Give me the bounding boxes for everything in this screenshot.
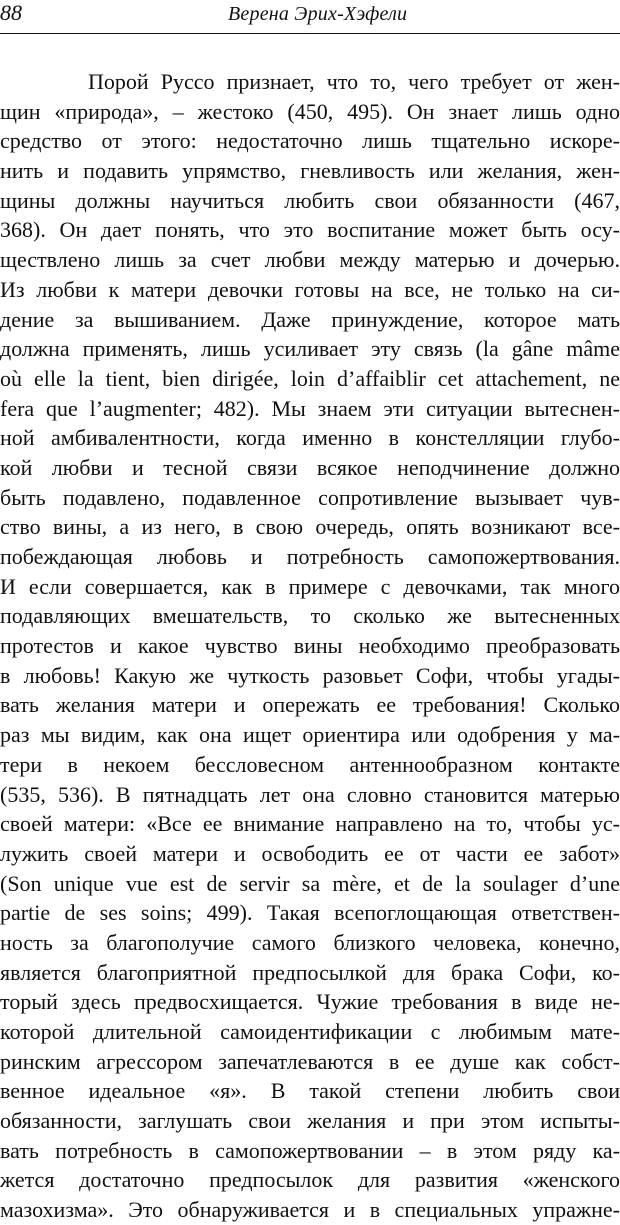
text-line: щин «природа», – жестоко (450, 495). Он знает лишь одно (0, 98, 620, 124)
text-line: побеждающая любовь и потребность самопожертвования. (0, 544, 620, 569)
text-line: ность за благополучие самого близкого человека, конечно, (0, 929, 620, 955)
text-line: ринским агрессором запечатлеваются в ее душе как собст- (0, 1048, 620, 1074)
text-line: кой любви и тесной связи всякое неподчинение должно (0, 454, 620, 480)
text-line: средство от этого: недостаточно лишь тщательно искоре- (0, 128, 620, 154)
text-line: протестов и какое чувство вины необходимо преобразовать (0, 633, 620, 659)
text-line: подавляющих вмешательств, то сколько же вытесненных (0, 603, 620, 629)
text-line: должна применять, лишь усиливает эту связь (la gâne mâme (0, 336, 620, 362)
text-line: мазохизма». Это обнаруживается и в специальных упражне- (0, 1197, 620, 1223)
text-line: où elle la tient, bien dirigée, loin d’affaiblir cet attachement, ne (0, 365, 620, 391)
text-line: (535, 536). В пятнадцать лет она словно становится матерью (0, 781, 620, 807)
text-line: 368). Он дает понять, что это воспитание может быть осу- (0, 217, 620, 243)
text-line: обязанности, заглушать свои желания и при этом испыты- (0, 1108, 620, 1134)
text-line: вать желания матери и опережать ее требования! Сколько (0, 692, 620, 718)
page-number: 88 (0, 0, 22, 25)
text-line: венное идеальное «я». В такой степени любить свои (0, 1078, 620, 1104)
text-line: И если совершается, как в примере с девочками, так много (0, 573, 620, 599)
text-line: fera que l’augmenter; 482). Мы знаем эти ситуации вытеснен- (0, 395, 620, 421)
running-head: Верена Эрих-Хэфели (228, 3, 408, 25)
text-line: partie de ses soins; 499). Такая всепоглощающая ответствен- (0, 900, 620, 926)
text-line: ществлено лишь за счет любви между матерью и дочерью. (0, 247, 620, 273)
text-line: Порой Руссо признает, что то, чего требует от жен- (88, 69, 620, 94)
page-header (0, 0, 620, 36)
text-line: которой длительной самоидентификации с любимым мате- (0, 1019, 620, 1044)
text-line: раз мы видим, как она ищет ориентира или одобрения у ма- (0, 722, 620, 748)
text-line: (Son unique vue est de servir sa mère, et de la soulager d’une (0, 870, 620, 896)
text-line: вать потребность в самопожертвовании – в этом ряду ка- (0, 1137, 620, 1163)
text-line: ство вины, а из него, в свою очередь, опять возникают все- (0, 514, 620, 540)
text-line: щины должны научиться любить свои обязанности (467, (0, 187, 620, 213)
text-line: в любовь! Какую же чуткость разовьет Софи, чтобы угады- (0, 662, 620, 688)
text-line: быть подавлено, подавленное сопротивление вызывает чув- (0, 484, 620, 510)
body-text (0, 67, 620, 1225)
text-line: является благоприятной предпосылкой для брака Софи, ко- (0, 959, 620, 985)
text-line: ной амбивалентности, когда именно в констелляции глубо- (0, 425, 620, 451)
text-line: торый здесь предвосхищается. Чужие требования в виде не- (0, 989, 620, 1015)
text-line: жется достаточно предпосылок для развития «женского (0, 1167, 620, 1193)
text-line: дение за вышиванием. Даже принуждение, которое мать (0, 306, 620, 332)
text-line: тери в некоем бессловесном антеннообразном контакте (0, 751, 620, 777)
text-line: нить и подавить упрямство, гневливость или желания, жен- (0, 158, 620, 184)
text-line: Из любви к матери девочки готовы на все, не только на си- (0, 276, 620, 302)
text-line: лужить своей матери и освободить ее от части ее забот» (0, 840, 620, 866)
text-line: своей матери: «Все ее внимание направлено на то, чтобы ус- (0, 811, 620, 837)
header-rule (0, 33, 620, 34)
